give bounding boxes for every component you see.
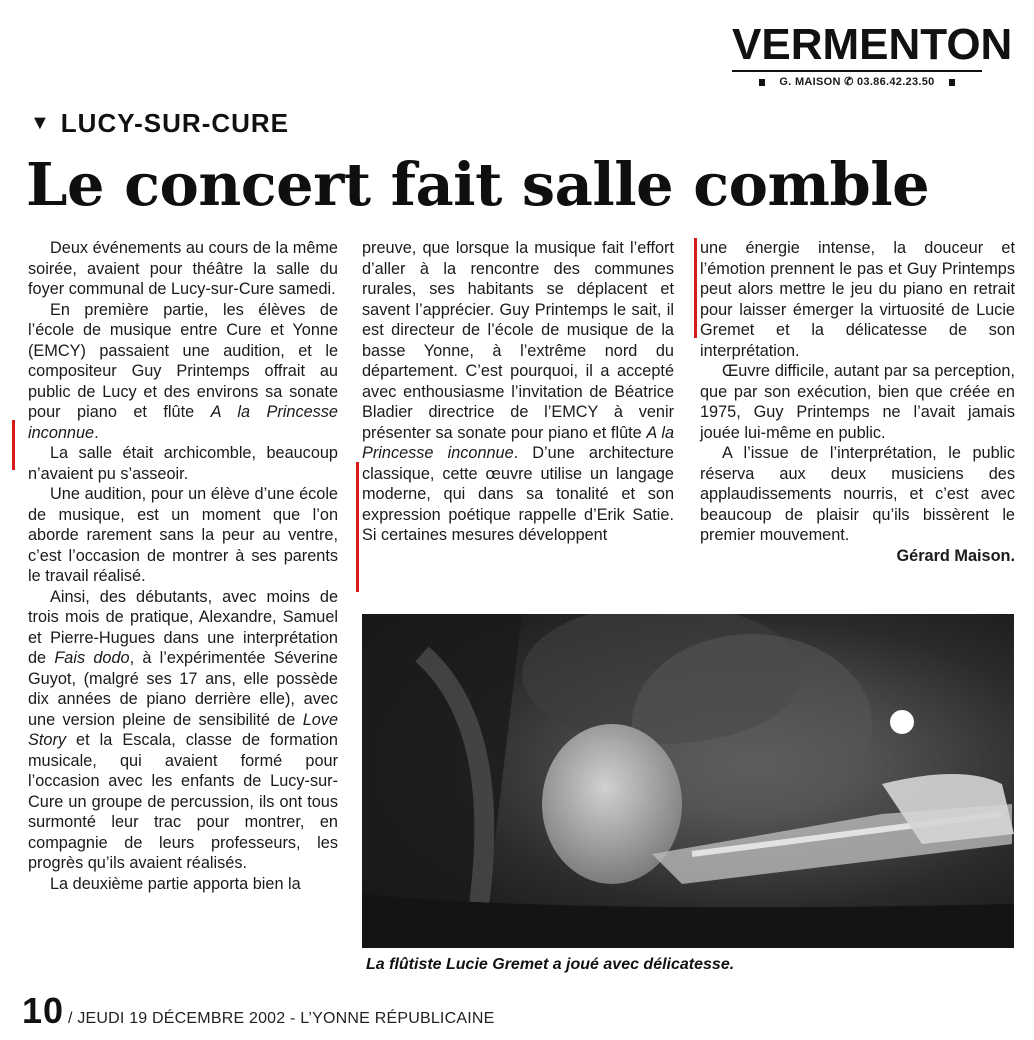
down-triangle-icon: ▼: [30, 112, 51, 134]
article-column-1: [28, 238, 338, 894]
masthead-title: VERMENTON: [732, 20, 1013, 69]
text-run: . D’une architecture classique, cette œuvre utilise un langage moderne, qui dans sa tonalité et son expression poétique rappelle d’Erik Satie. Si certaines mesures développent: [362, 444, 674, 544]
paragraph: La deuxième partie apporta bien la: [50, 874, 301, 893]
paragraph: une énergie intense, la douceur et l’émotion prennent le pas et Guy Printemps peut alors mettre le jeu du piano en retrait pour laisser émerger la virtuosité de Lucie Gremet et la délicatesse de son interprétation.: [700, 239, 1015, 360]
text-run: , à l’expérimentée Séverine Guyot, (malgré ses 17 ans, elle possède dix années de piano derrière elle), avec une version pleine de sensibilité de: [28, 649, 338, 729]
photo-caption: La flûtiste Lucie Gremet a joué avec délicatesse.: [366, 956, 735, 973]
paragraph: A l’issue de l’interprétation, le public réserva aux deux musiciens des applaudissements nourris, et c’est avec beaucoup de plaisir qu’ils bissèrent le premier mouvement.: [700, 444, 1015, 544]
text-run: En première partie, les élèves de l’école de musique entre Cure et Yonne (EMCY) passaient une audition, et le compositeur Guy Printemps offrait au public de Lucy et des environs sa sonate pour piano et flûte: [28, 300, 338, 421]
text-run: preuve, que lorsque la musique fait l’effort d’aller à la rencontre des communes rurales, ses habitants se déplacent et savent l’apprécier. Guy Printemps le sait, il est directeur de l’école de musique de la basse Yonne, à l’extrême nord du département. C’est pourquoi, il a accepté avec enthousiasme l’invitation de Béatrice Bladier directrice de l’EMCY à venir présenter sa sonate pour piano et flûte: [362, 239, 674, 442]
paragraph: La salle était archicomble, beaucoup n’avaient pu s’asseoir.: [28, 444, 338, 483]
work-title: A la Princesse inconnue: [28, 403, 338, 442]
paragraph: [362, 238, 674, 546]
work-title: A la Princesse inconnue: [362, 423, 674, 462]
paragraph: Une audition, pour un élève d’une école de musique, est un moment que l’on aborde rarement sans la peur au ventre, c’est l’occasion de montrer à ses parents le travail réalisé.: [28, 485, 338, 585]
square-bullet-icon: [949, 79, 955, 86]
article-column-3: [700, 238, 1015, 566]
article-photo: [362, 614, 1014, 948]
headline: Le concert fait salle comble: [26, 150, 930, 219]
masthead: [732, 20, 1013, 88]
article-column-2: [362, 238, 674, 546]
paragraph: Œuvre difficile, autant par sa perception, que par son exécution, bien que créée en 1975, Guy Printemps ne l’avait jamais jouée lui-même en public.: [700, 362, 1015, 442]
highlight-bar: [694, 238, 697, 338]
text-run: .: [94, 423, 99, 442]
highlight-bar: [12, 420, 15, 470]
byline: Gérard Maison.: [896, 546, 1015, 565]
work-title: Fais dodo: [54, 649, 130, 667]
locality-heading: [30, 108, 289, 139]
masthead-contact: G. MAISON ✆ 03.86.42.23.50: [779, 76, 935, 88]
highlight-bar: [356, 462, 359, 592]
page-footer: [22, 990, 494, 1032]
locality-name: LUCY-SUR-CURE: [60, 108, 290, 138]
photo-flutist-illustration: [362, 614, 1014, 948]
text-run: et la Escala, classe de formation musicale, qui avaient formé pour l’occasion avec les enfants de Lucy-sur-Cure un groupe de percussion, ils ont tous surmonté leur trac pour montrer, en compagnie de leurs professeurs, les progrès qu’ils avaient réalisés.: [28, 731, 338, 872]
paragraph: Deux événements au cours de la même soirée, avaient pour théâtre la salle du foyer communal de Lucy-sur-Cure samedi.: [28, 239, 338, 298]
square-bullet-icon: [759, 79, 765, 86]
work-title: Love Story: [28, 710, 338, 749]
paragraph: [28, 300, 338, 444]
masthead-contact-bar: [732, 70, 982, 88]
paragraph: [28, 587, 338, 874]
edition-line: / JEUDI 19 DÉCEMBRE 2002 - L’YONNE RÉPUBLICAINE: [68, 1010, 495, 1027]
text-run: Ainsi, des débutants, avec moins de trois mois de pratique, Alexandre, Samuel et Pierre-Hugues dans une interprétation de: [28, 587, 338, 667]
page-number: 10: [22, 990, 65, 1031]
